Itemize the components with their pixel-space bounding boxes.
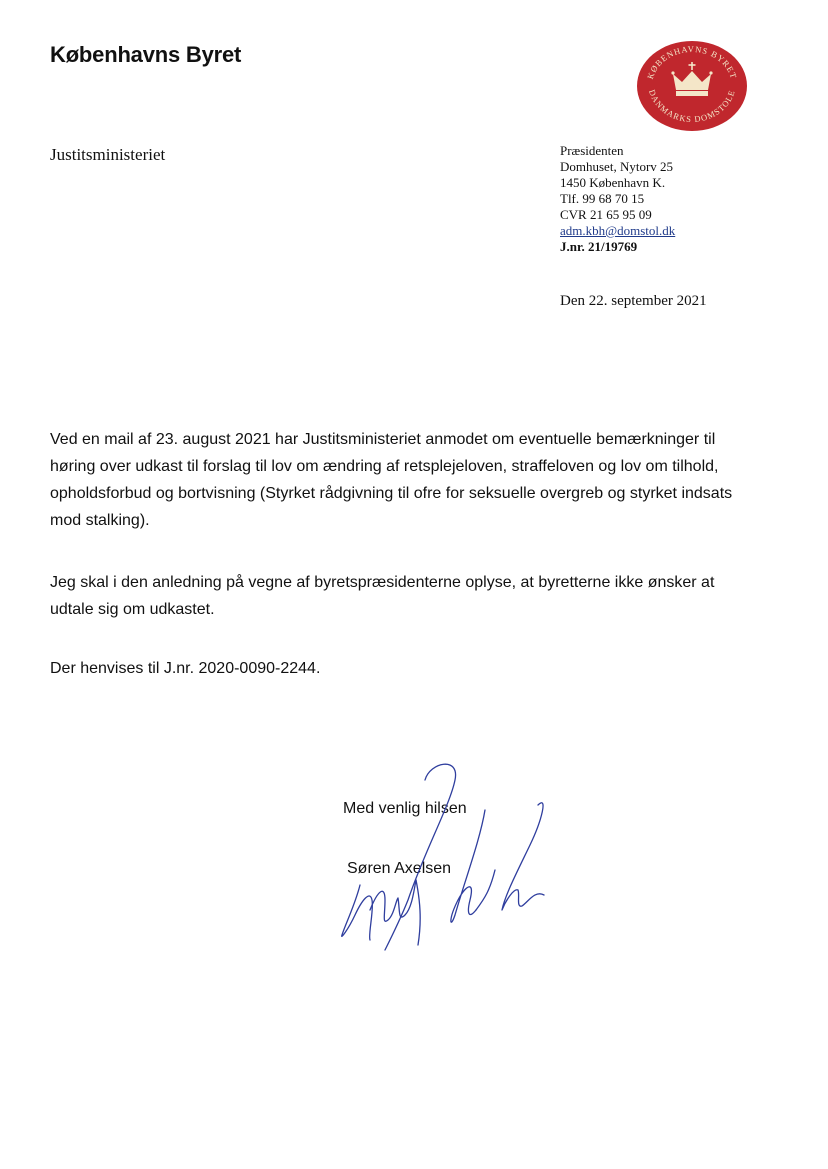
sender-street: Domhuset, Nytorv 25 [560,159,674,174]
body-paragraph-3: Der henvises til J.nr. 2020-0090-2244. [50,660,321,677]
court-seal-logo [636,40,748,132]
sender-journal-number: J.nr. 21/19769 [560,239,638,254]
signer-name: Søren Axelsen [347,860,452,877]
closing-greeting: Med venlig hilsen [343,800,467,817]
letter-date: Den 22. september 2021 [560,293,707,309]
svg-text:DANMARKS DOMSTOLE: DANMARKS DOMSTOLE [647,88,737,125]
body-paragraph-1: Ved en mail af 23. august 2021 har Justitsministeriet anmodet om eventuelle bemærkninger til høring over udkast til forslag til lov om ændring af retsplejeloven, straffeloven og lov om tilhold, opholdsforbud og bortvisning (Styrket rådgivning til ofre for seksuelle overgreb og styrket indsats mod stalking). [50,431,733,529]
sender-city: 1450 København K. [560,175,666,190]
sender-title: Præsidenten [560,143,624,158]
svg-text:KØBENHAVNS BYRET: KØBENHAVNS BYRET [644,43,740,81]
handwritten-signature [330,750,560,960]
sender-cvr: CVR 21 65 95 09 [560,207,652,222]
sender-block [560,143,675,255]
recipient: Justitsministeriet [50,145,166,164]
court-name: Københavns Byret [50,42,242,67]
sender-email-link[interactable]: adm.kbh@domstol.dk [560,223,676,238]
body-paragraph-2: Jeg skal i den anledning på vegne af byretspræsidenterne oplyse, at byretterne ikke ønsker at udtale sig om udkastet. [50,574,715,618]
sender-phone: Tlf. 99 68 70 15 [560,191,645,206]
